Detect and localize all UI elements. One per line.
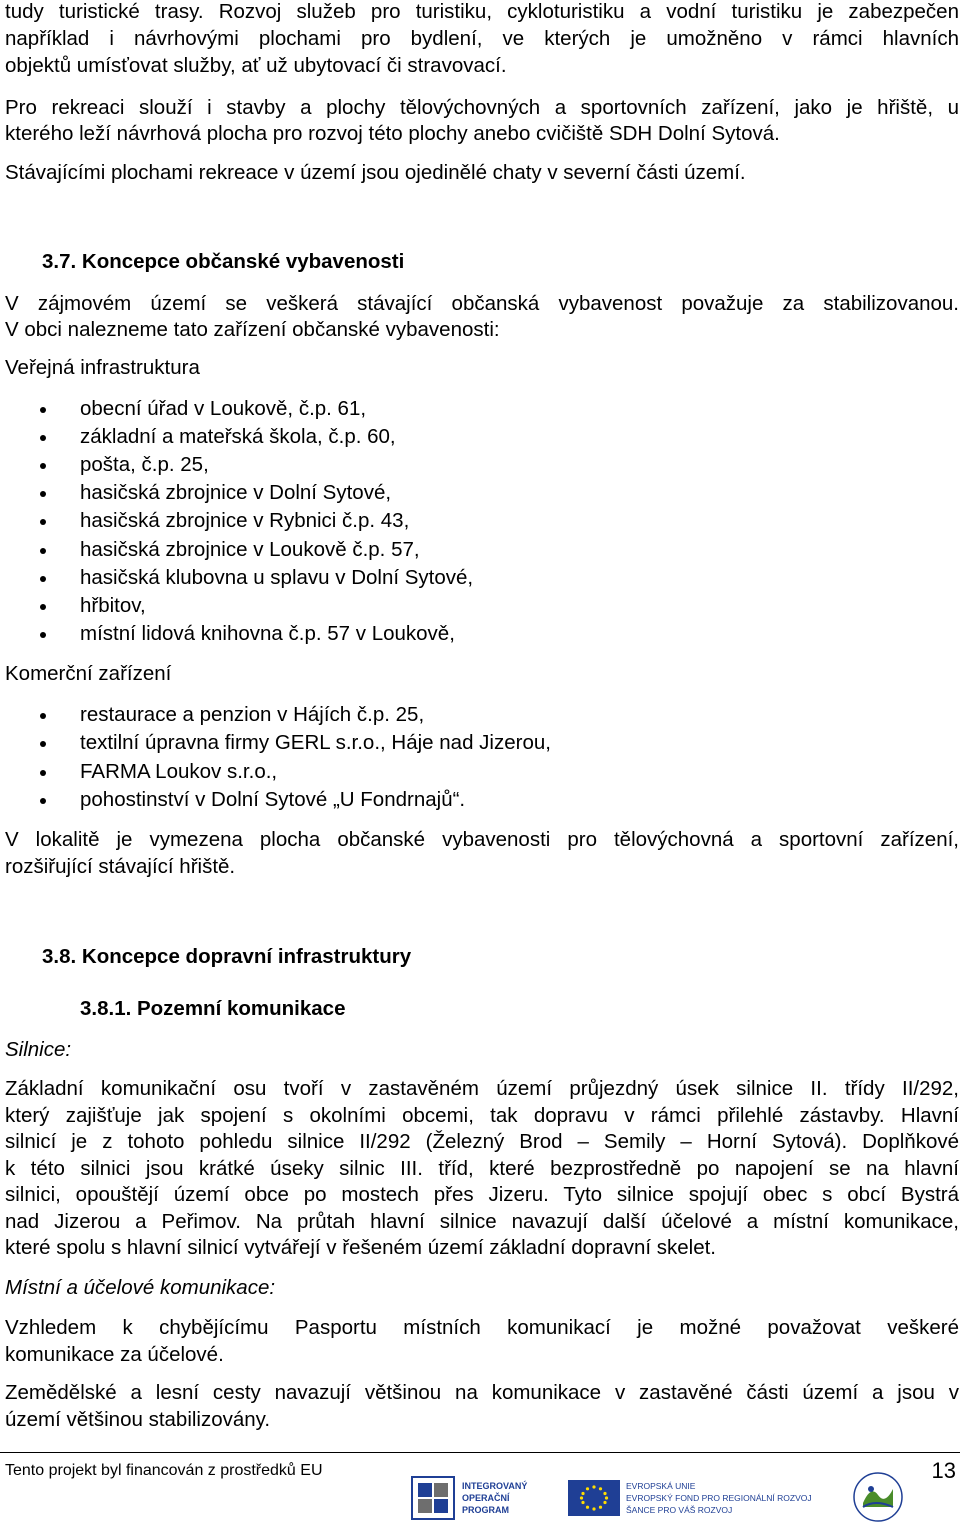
italic-label: Silnice: bbox=[5, 1038, 72, 1061]
list-item: restaurace a penzion v Hájích č.p. 25, bbox=[80, 703, 424, 727]
list-label: Veřejná infrastruktura bbox=[5, 356, 200, 379]
text-line: například i návrhovými plochami pro bydlení, ve kterých je umožněno v rámci hlavních bbox=[5, 27, 959, 50]
eu-logo-line: EVROPSKÝ FOND PRO REGIONÁLNÍ ROZVOJ bbox=[626, 1493, 812, 1503]
bullet-icon bbox=[40, 798, 46, 804]
text-line: Pro rekreaci slouží i stavby a plochy tělovýchovných a sportovních zařízení, jako je hřiště, u bbox=[5, 96, 959, 119]
list-item: pošta, č.p. 25, bbox=[80, 453, 209, 477]
text-line: objektů umísťovat služby, ať už ubytovací či stravovací. bbox=[5, 54, 507, 77]
footer-divider bbox=[0, 1452, 960, 1453]
iop-logo-line: PROGRAM bbox=[462, 1505, 509, 1515]
bullet-icon bbox=[40, 632, 46, 638]
bullet-icon bbox=[40, 604, 46, 610]
text-line: k této silnici jsou krátké úseky silnic III. tříd, které bezprostředně po napojení se na hlavní bbox=[5, 1157, 959, 1180]
iop-logo-line: OPERAČNÍ bbox=[462, 1493, 510, 1503]
iop-emblem-icon bbox=[410, 1475, 456, 1521]
list-label: Komerční zařízení bbox=[5, 662, 172, 685]
page-number: 13 bbox=[931, 1458, 956, 1483]
text-line: Stávajícími plochami rekreace v území jsou ojedinělé chaty v severní části území. bbox=[5, 161, 746, 184]
bullet-icon bbox=[40, 576, 46, 582]
text-line: silnicí je z tohoto pohledu silnice II/292 (Železný Brod – Semily – Horní Sytová). Doplňkové bbox=[5, 1130, 959, 1153]
section-heading: 3.7. Koncepce občanské vybavenosti bbox=[42, 250, 405, 273]
bullet-icon bbox=[40, 491, 46, 497]
eu-logo-line: ŠANCE PRO VÁŠ ROZVOJ bbox=[626, 1505, 733, 1515]
text-line: V obci nalezneme tato zařízení občanské vybavenosti: bbox=[5, 318, 500, 341]
text-line: Zemědělské a lesní cesty navazují většinou na komunikace v zastavěné části území a jsou v bbox=[5, 1381, 959, 1404]
text-line: území většinou stabilizovány. bbox=[5, 1408, 271, 1431]
text-line: kterého leží návrhová plocha pro rozvoj této plochy anebo cvičiště SDH Dolní Sytová. bbox=[5, 122, 780, 145]
list-item: FARMA Loukov s.r.o., bbox=[80, 760, 277, 784]
mmr-logo bbox=[845, 1470, 915, 1520]
bullet-icon bbox=[40, 407, 46, 413]
text-line: který zajišťuje jak spojení s okolními obcemi, tak dopravu v rámci přilehlé zástavby. Hlavní bbox=[5, 1104, 959, 1127]
italic-label: Místní a účelové komunikace: bbox=[5, 1276, 276, 1299]
text-line: silnici, opouštějí území obce po mostech přes Jizeru. Tyto silnice spojují obec s obcí Bystrá bbox=[5, 1183, 959, 1206]
text-line: komunikace za účelové. bbox=[5, 1343, 224, 1366]
iop-logo bbox=[410, 1473, 560, 1523]
list-item: hasičská zbrojnice v Dolní Sytové, bbox=[80, 481, 391, 505]
text-line: Vzhledem k chybějícímu Pasportu místních komunikací je možné považovat veškeré bbox=[5, 1316, 959, 1339]
list-item: textilní úpravna firmy GERL s.r.o., Háje nad Jizerou, bbox=[80, 731, 551, 755]
list-item: hřbitov, bbox=[80, 594, 146, 618]
subsection-heading: 3.8.1. Pozemní komunikace bbox=[80, 997, 346, 1020]
bullet-icon bbox=[40, 741, 46, 747]
list-item: pohostinství v Dolní Sytové „U Fondrnajů“. bbox=[80, 788, 465, 812]
bullet-icon bbox=[40, 519, 46, 525]
text-line: Základní komunikační osu tvoří v zastavěném území průjezdný úsek silnice II. třídy II/292, bbox=[5, 1077, 959, 1100]
bullet-icon bbox=[40, 548, 46, 554]
eu-logo-line: EVROPSKÁ UNIE bbox=[626, 1481, 696, 1491]
list-item: hasičská zbrojnice v Loukově č.p. 57, bbox=[80, 538, 420, 562]
text-line: V zájmovém území se veškerá stávající občanská vybavenost považuje za stabilizovanou. bbox=[5, 292, 959, 315]
bullet-icon bbox=[40, 713, 46, 719]
list-item: hasičská zbrojnice v Rybnici č.p. 43, bbox=[80, 509, 409, 533]
list-item: místní lidová knihovna č.p. 57 v Loukově, bbox=[80, 622, 455, 646]
iop-logo-line: INTEGROVANÝ bbox=[462, 1481, 528, 1491]
text-line: nad Jizerou a Peřimov. Na průtah hlavní silnice navazují další účelové a místní komunikace, bbox=[5, 1210, 959, 1233]
ministry-emblem-icon bbox=[845, 1467, 911, 1523]
footer-text: Tento projekt byl financován z prostředků EU bbox=[5, 1462, 323, 1479]
bullet-icon bbox=[40, 435, 46, 441]
eu-logo bbox=[568, 1473, 830, 1523]
text-line: V lokalitě je vymezena plocha občanské vybavenosti pro tělovýchovná a sportovní zařízení, bbox=[5, 828, 959, 851]
list-item: obecní úřad v Loukově, č.p. 61, bbox=[80, 397, 366, 421]
list-item: hasičská klubovna u splavu v Dolní Sytové, bbox=[80, 566, 473, 590]
text-line: tudy turistické trasy. Rozvoj služeb pro turistiku, cykloturistiku a vodní turistiku je zabezpečen bbox=[5, 0, 959, 23]
text-line: které spolu s hlavní silnicí vytvářejí v řešeném území základní dopravní skelet. bbox=[5, 1236, 716, 1259]
text-line: rozšiřující stávající hřiště. bbox=[5, 855, 236, 878]
bullet-icon bbox=[40, 770, 46, 776]
bullet-icon bbox=[40, 463, 46, 469]
list-item: základní a mateřská škola, č.p. 60, bbox=[80, 425, 396, 449]
eu-flag-icon bbox=[568, 1480, 620, 1516]
section-heading: 3.8. Koncepce dopravní infrastruktury bbox=[42, 945, 412, 968]
